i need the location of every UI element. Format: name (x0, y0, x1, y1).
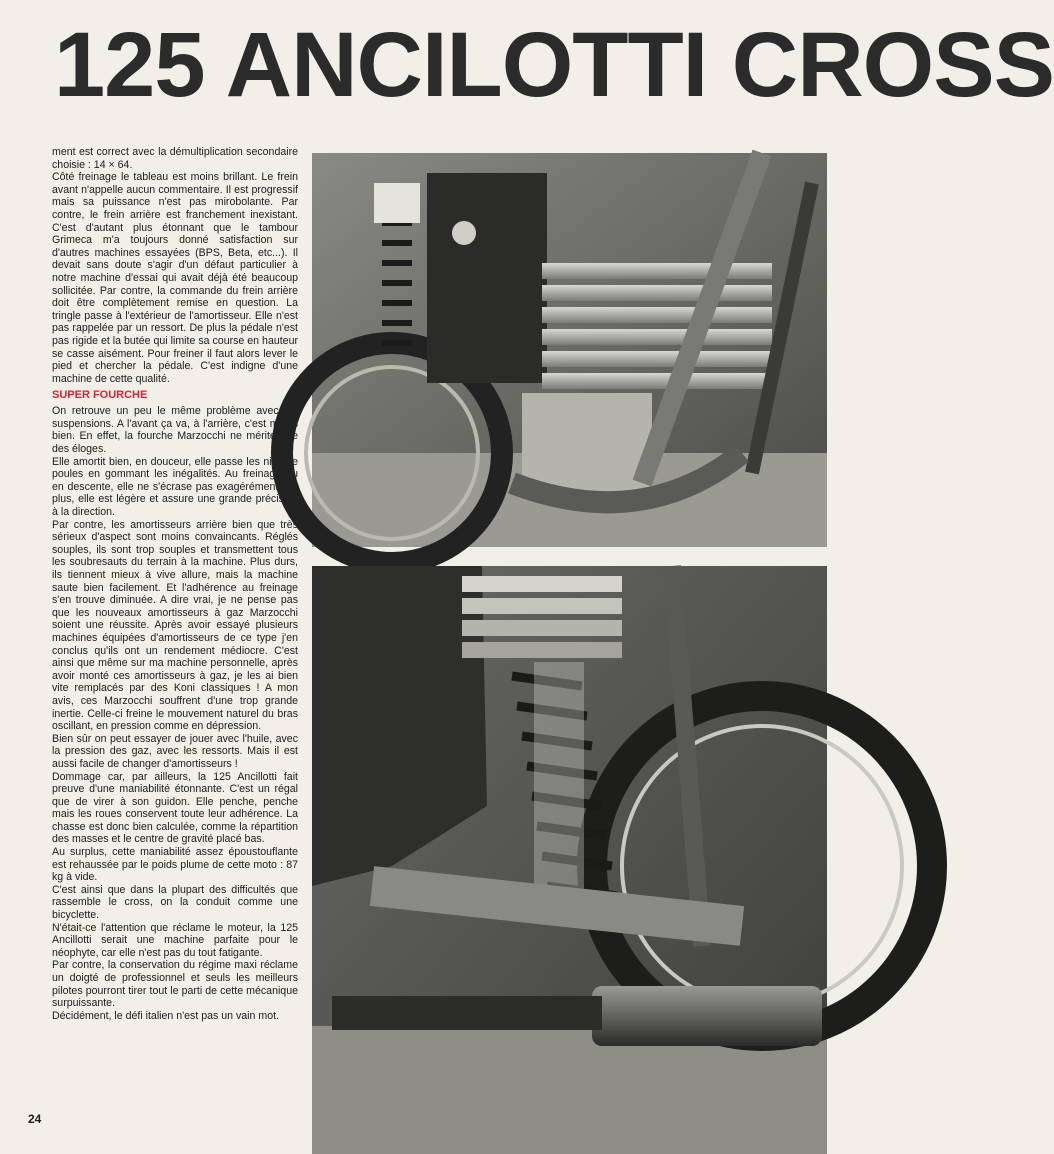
rear-suspension-photo (312, 566, 827, 1154)
article-paragraph: Bien sûr on peut essayer de jouer avec l'huile, avec la pression des gaz, avec les ressorts. Mais il est aussi facile de changer d'amortisseurs ! (52, 732, 298, 770)
article-subheading: SUPER FOURCHE (52, 389, 148, 402)
article-paragraph: N'était-ce l'attention que réclame le moteur, la 125 Ancillotti serait une machine parfaite pour le néophyte, car elle n'est pas du tout fatigante. (52, 921, 298, 959)
article-paragraph: Décidément, le défi italien n'est pas un vain mot. (52, 1009, 279, 1022)
article-paragraph: Au surplus, cette maniabilité assez époustouflante est rehaussée par le poids plume de cette moto : 87 kg à vide. (52, 846, 298, 884)
rear-suspension-photo-illustration (312, 566, 827, 1154)
engine-photo-illustration (312, 153, 827, 547)
article-title: 125 ANCILOTTI CROSS (54, 14, 1054, 116)
engine-photo (312, 153, 827, 547)
article-text-column (52, 146, 298, 1136)
article-paragraph: C'est ainsi que dans la plupart des difficultés que rassemble le cross, on la conduit comme une bicyclette. (52, 883, 298, 922)
article-paragraph: On retrouve un peu le même problème avec les suspensions. A l'avant ça va, à l'arrière, c'est moins bien. En effet, la fourche Marzocchi ne mérite que des éloges. (52, 405, 298, 456)
article-paragraph: ment est correct avec la démultiplication secondaire choisie : 14 × 64. (52, 146, 298, 171)
article-paragraph: Dommage car, par ailleurs, la 125 Ancillotti fait preuve d'une maniabilité étonnante. C'est un régal que de virer à son guidon. Elle penche, penche mais les roues conservent toute leur adhérence. La chasse est donc bien calculée, comme la répartition des masses et le centre de gravité placé bas. (52, 770, 298, 846)
article-paragraph: Elle amortit bien, en douceur, elle passe les nids de poules en gommant les inégalités. Au freinage ou en descente, elle ne s'écrase pas exagérément. En plus, elle est légère et assure une grande précision à la direction. (52, 455, 298, 519)
article-paragraph: Par contre, les amortisseurs arrière bien que très sérieux d'aspect sont moins convaincants. Réglés souples, ils sont trop souples et transmettent tous les soubresauts du terrain à la machine. Plus durs, ils tiennent mieux à vive allure, mais la machine saute bien facilement. Et l'adhérence au freinage s'en trouve diminuée. A dire vrai, je ne pense pas que les nouveaux amortisseurs à gaz Marzocchi soient une réussite. Après avoir essayé plusieurs machines équipées d'amortisseurs de ce type j'en conclus qu'ils ont un rendement médiocre. C'est ainsi que même sur ma machine personnelle, après avoir monté ces amortisseurs à gaz, je les ai bien vite remplacés par des Koni classiques ! A mon avis, ces Marzocchi souffrent d'une trop grande inertie. Celle-ci freine le mouvement naturel du bras oscillant, en pression comme en dépression. (52, 518, 298, 733)
article-paragraph: Par contre, la conservation du régime maxi réclame un doigté de professionnel et seuls les meilleurs pilotes pourront tirer tout le parti de cette mécanique surpuissante. (52, 959, 298, 1010)
article-paragraph: Côté freinage le tableau est moins brillant. Le frein avant n'appelle aucun commentaire. Il est progressif mais sa puissance n'est pas mirobolante. Par contre, le frein arrière est franchement inexistant. C'est d'autant plus étonnant que le tambour Grimeca m'a toujours donné satisfaction sur d'autres machines essayées (BPS, Beta, etc...). Il devait sans doute s'agir d'un défaut particulier à notre machine d'essai qui avait déjà été beaucoup sollicitée. Par contre, la commande du frein arrière doit être complètement remise en question. La tringle passe à l'extérieur de l'amortisseur. Elle n'est pas rappelée par un ressort. De plus la pédale n'est pas rigide et la butée qui limite sa course en hauteur se casse aisément. Pour freiner il faut alors lever le pied et chercher la pédale. C'est indigne d'une machine de cette qualité. (52, 171, 298, 385)
page-number: 24 (28, 1112, 42, 1126)
